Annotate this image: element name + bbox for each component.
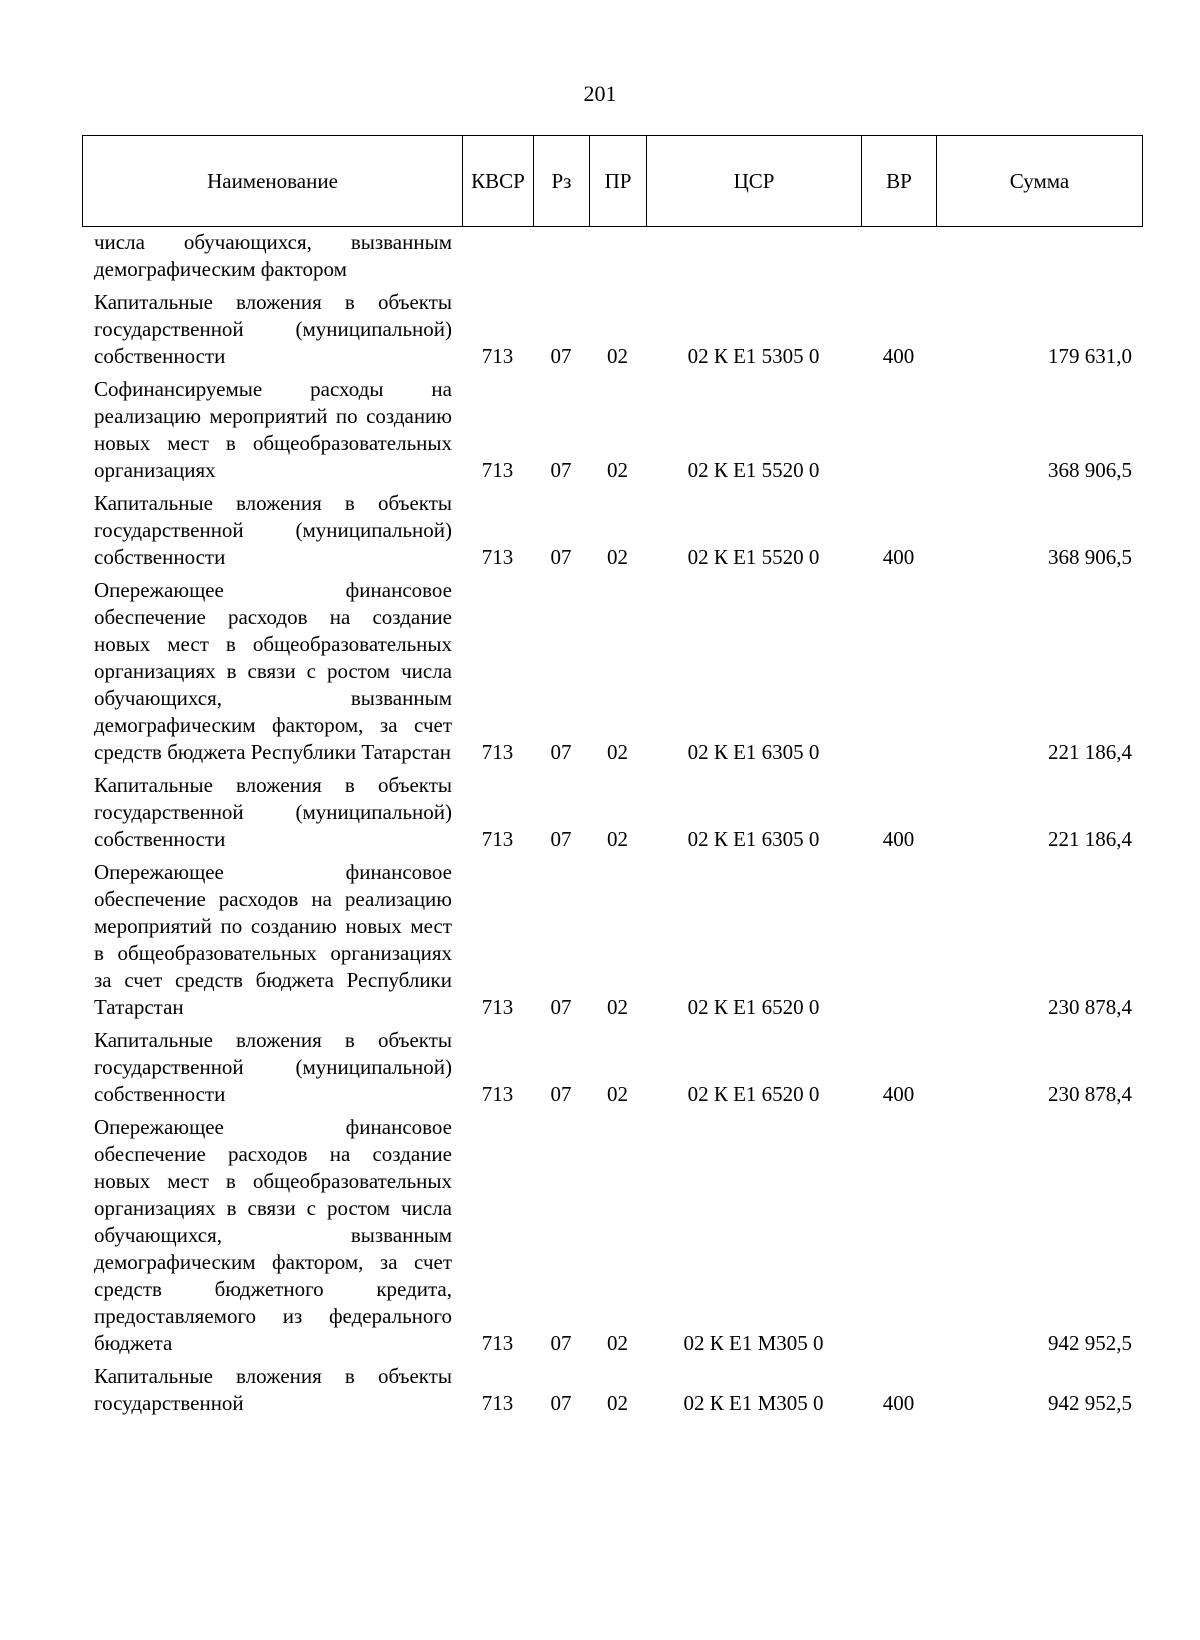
header-csr: ЦСР [647,136,862,227]
row-pr: 02 [607,545,628,569]
page-number: 201 [583,81,617,106]
table-row [82,1360,1142,1420]
row-csr: 02 К Е1 6520 0 [687,995,820,1019]
row-csr: 02 К Е1 6305 0 [687,827,820,851]
row-pr: 02 [607,458,628,482]
row-vr: 400 [882,1082,915,1106]
row-name: Софинансируемые расходы на реализацию мероприятий по созданию новых мест в общеобразовательных организациях [94,377,452,482]
row-pr: 02 [607,1082,628,1106]
row-kvsr: 713 [481,740,514,764]
row-csr: 02 К Е1 5305 0 [687,344,820,368]
row-sum: 368 906,5 [1048,545,1132,569]
row-pr: 02 [607,827,628,851]
row-pr [589,229,646,286]
table-row [82,373,1142,487]
row-rz: 07 [550,1391,572,1415]
row-rz [533,229,589,286]
row-rz: 07 [550,995,572,1019]
table-row [82,769,1142,856]
header-kvsr: КВСР [463,136,534,227]
row-kvsr: 713 [481,995,514,1019]
row-csr: 02 К Е1 М305 0 [683,1391,824,1415]
row-kvsr: 713 [481,1331,514,1355]
row-sum [936,229,1142,286]
row-kvsr: 713 [481,458,514,482]
header-pr: ПР [590,136,647,227]
header-name: Наименование [83,136,463,227]
row-rz: 07 [550,344,572,368]
row-sum: 368 906,5 [1048,458,1132,482]
row-name: Опережающее финансовое обеспечение расходов на создание новых мест в общеобразовательных организациях в связи с ростом числа обучающихся, вызванным демографическим фактором, за счет средств бюджетного кредита, предоставляемого из федерального бюджета [94,1115,452,1355]
budget-table [82,229,1142,1420]
row-vr: 400 [882,545,915,569]
row-pr: 02 [607,1391,628,1415]
row-pr: 02 [607,1331,628,1355]
table-header [82,135,1143,227]
table-row [82,487,1142,574]
row-vr: 400 [882,344,915,368]
header-vr: ВР [862,136,937,227]
table-row [82,574,1142,769]
row-kvsr: 713 [481,827,514,851]
table-body [82,229,1142,1420]
row-csr: 02 К Е1 6305 0 [687,740,820,764]
row-csr: 02 К Е1 5520 0 [687,545,820,569]
row-sum: 221 186,4 [1048,740,1132,764]
row-sum: 942 952,5 [1048,1391,1132,1415]
row-pr: 02 [607,740,628,764]
row-sum: 942 952,5 [1048,1331,1132,1355]
row-sum: 230 878,4 [1048,995,1132,1019]
row-name: Опережающее финансовое обеспечение расходов на создание новых мест в общеобразовательных организациях в связи с ростом числа обучающихся, вызванным демографическим фактором, за счет средств бюджета Республики Татарстан [94,578,452,764]
table-row [82,856,1142,1024]
table-row [82,229,1142,286]
row-vr [861,574,936,769]
row-name: Капитальные вложения в объекты государственной (муниципальной) собственности [94,491,452,569]
row-vr [861,373,936,487]
row-pr: 02 [607,344,628,368]
table-row [82,286,1142,373]
row-csr [646,229,861,286]
row-kvsr: 713 [481,1391,514,1415]
row-name: Капитальные вложения в объекты государственной (муниципальной) собственности [94,773,452,851]
row-name: числа обучающихся, вызванным демографическим фактором [94,230,452,281]
row-name: Капитальные вложения в объекты государственной [94,1364,452,1415]
row-vr: 400 [882,1391,915,1415]
row-csr: 02 К Е1 6520 0 [687,1082,820,1106]
row-vr [861,1111,936,1360]
table-row [82,1024,1142,1111]
header-rz: Рз [534,136,590,227]
row-rz: 07 [550,1331,572,1355]
row-rz: 07 [550,827,572,851]
row-vr [861,229,936,286]
row-sum: 179 631,0 [1048,344,1132,368]
row-kvsr: 713 [481,344,514,368]
row-csr: 02 К Е1 М305 0 [683,1331,824,1355]
row-vr: 400 [882,827,915,851]
row-name: Опережающее финансовое обеспечение расходов на реализацию мероприятий по созданию новых мест в общеобразовательных организациях за счет средств бюджета Республики Татарстан [94,860,452,1019]
row-sum: 221 186,4 [1048,827,1132,851]
table-row [82,1111,1142,1360]
row-kvsr: 713 [481,545,514,569]
row-vr [861,856,936,1024]
row-pr: 02 [607,995,628,1019]
row-sum: 230 878,4 [1048,1082,1132,1106]
row-rz: 07 [550,545,572,569]
row-kvsr [462,229,533,286]
row-rz: 07 [550,458,572,482]
row-name: Капитальные вложения в объекты государственной (муниципальной) собственности [94,1028,452,1106]
row-rz: 07 [550,740,572,764]
row-rz: 07 [550,1082,572,1106]
header-sum: Сумма [937,136,1143,227]
row-name: Капитальные вложения в объекты государственной (муниципальной) собственности [94,290,452,368]
row-kvsr: 713 [481,1082,514,1106]
row-csr: 02 К Е1 5520 0 [687,458,820,482]
